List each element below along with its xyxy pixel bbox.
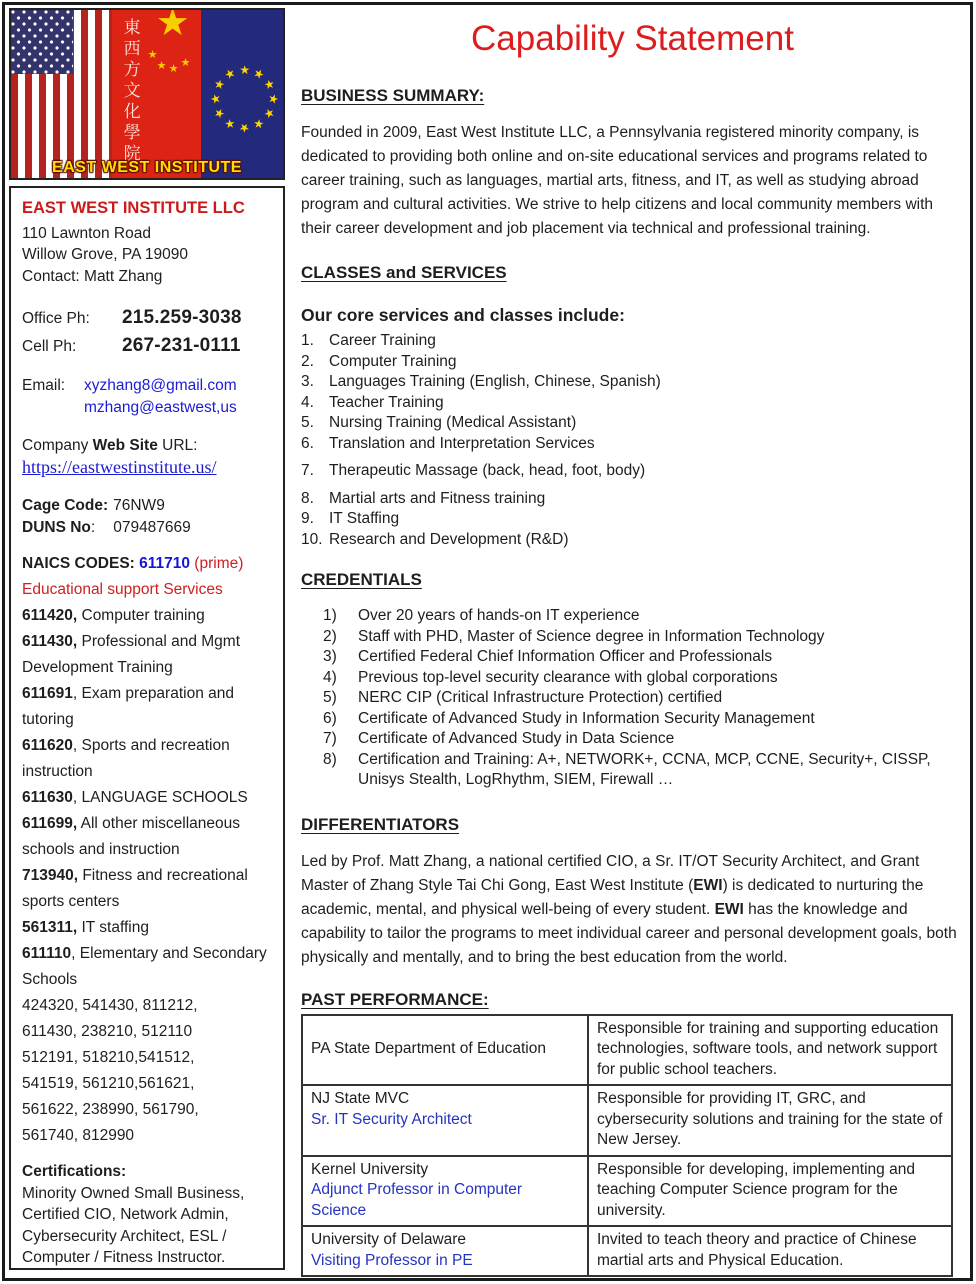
responsibility-cell: Responsible for providing IT, GRC, and cybersecurity solutions and training for the state of New Jersey. [588,1085,952,1156]
service-item: 3. Languages Training (English, Chinese, Spanish) [301,373,661,390]
star-icon [181,58,191,69]
differentiators-text: Led by Prof. Matt Zhang, a national certified CIO, a Sr. IT/OT Security Architect, and Grant Master of Zhang Style Tai Chi Gong, East West Institute (EWI) is dedicated to nurturing the academic, mental, and physical well-being of every student. EWI has the knowledge and capability to tailor the programs to meet individual career and personal development goals, both physically and mentally, and to bring the best education from the world. [301,852,957,966]
naics-item: 611420, Computer training [22,607,205,624]
table-row [302,1015,952,1086]
naics-prime-row: NAICS CODES: 611710 (prime) [22,555,244,572]
star-icon [156,8,190,42]
service-item: 6. Translation and Interpretation Services [301,434,595,452]
responsibility-cell: Invited to teach theory and practice of Chinese martial arts and Physical Education. [588,1226,952,1276]
service-item: 1. Career Training [301,332,436,349]
office-phone-row [22,304,273,332]
business-summary-heading: BUSINESS SUMMARY: [301,86,485,105]
table-row [302,1085,952,1156]
china-flag-icon [112,10,202,178]
star-icon [169,64,179,75]
client-cell [302,1015,588,1086]
table-row [302,1156,952,1227]
naics-item: 611430, Professional and Mgmt Development Training [22,633,241,676]
left-column [9,8,285,1270]
business-summary-text: Founded in 2009, East West Institute LLC, a Pennsylvania registered minority company, is dedicated to providing both online and on-site educational services and programs related to career training, such as languages, martial arts, fitness, and IT, as well as studying abroad program and cultural activities. We strive to help citizens and local community members with their career development and job placement via technical and professional training. [301,124,934,237]
sidebar-info-box [9,186,285,1270]
client-role: Sr. IT Security Architect [311,1110,472,1128]
client-role: Visiting Professor in PE [311,1251,473,1269]
naics-prime-desc: Educational support Services [22,581,223,598]
credential-item: 4) Previous top-level security clearance with global corporations [323,668,778,686]
credentials-heading: CREDENTIALS [301,570,422,589]
email-link-primary[interactable]: xyzhang8@gmail.com [84,377,237,394]
email-link-secondary[interactable]: mzhang@eastwest,us [84,398,237,416]
contact-line: Contact: Matt Zhang [22,267,163,285]
client-cell [302,1156,588,1227]
service-item: 9. IT Staffing [301,510,400,527]
client-name: NJ State MVC [311,1090,410,1107]
us-flag-canton [11,10,73,74]
service-item: 5. Nursing Training (Medical Assistant) [301,414,577,431]
website-block [22,435,273,479]
past-performance-table [301,1014,953,1278]
cell-phone-label: Cell Ph: [22,338,77,355]
naics-item: 611430, 238210, 512110 [22,1023,193,1040]
client-name: Kernel University [311,1160,429,1178]
differentiators-heading: DIFFERENTIATORS [301,814,460,834]
website-link[interactable]: https://eastwestinstitute.us/ [22,456,217,477]
company-name: EAST WEST INSTITUTE LLC [22,199,245,217]
institute-logo [9,8,285,180]
services-list [301,331,964,550]
naics-prime-code: 611710 [139,555,190,572]
services-subheading: Our core services and classes include: [301,305,625,325]
credential-item: 1) Over 20 years of hands-on IT experience [323,607,640,624]
client-name: University of Delaware [311,1231,467,1248]
client-cell [302,1085,588,1156]
credential-item: 8) Certification and Training: A+, NETWORK+, CCNA, MCP, CCNE, Security+, CISSP, Unisys Stealth, LogRhythm, SIEM, Firewall … [323,750,931,788]
office-phone-number: 215.259-3038 [122,307,242,328]
table-row [302,1226,952,1276]
service-item: 2. Computer Training [301,352,457,370]
us-flag-icon [11,10,112,178]
credential-item: 6) Certificate of Advanced Study in Information Security Management [323,709,815,727]
client-role: Adjunct Professor in Computer Science [311,1181,523,1219]
naics-item: 541519, 561210,561621, [22,1075,195,1092]
credential-item: 2) Staff with PHD, Master of Science degree in Information Technology [323,627,825,645]
institute-name-chinese: 東西方文化學院 [119,18,140,165]
naics-block [22,551,273,1149]
email-label: Email: [22,377,66,394]
naics-item: 561622, 238990, 561790, [22,1101,199,1118]
codes-block [22,495,273,538]
page-title: Capability Statement [471,19,794,58]
credential-item: 5) NERC CIP (Critical Infrastructure Protection) certified [323,689,723,706]
eu-flag-icon [201,10,283,178]
service-item: 8. Martial arts and Fitness training [301,489,546,507]
naics-item: 512191, 518210,541512, [22,1049,195,1066]
service-item: 7. Therapeutic Massage (back, head, foot, body) [301,462,646,479]
cage-code-row: Cage Code: 76NW9 [22,497,165,514]
classes-services-heading: CLASSES and SERVICES [301,263,507,282]
naics-item: 611110, Elementary and Secondary Schools [22,945,267,988]
cell-phone-number: 267-231-0111 [122,335,241,356]
naics-item: 424320, 541430, 811212, [22,997,198,1014]
credentials-list [301,606,964,791]
responsibility-cell: Responsible for developing, implementing and teaching Computer Science program for the university. [588,1156,952,1227]
naics-item: 611620, Sports and recreation instruction [22,737,230,780]
naics-item: 611630, LANGUAGE SCHOOLS [22,789,248,806]
service-item: 10. Research and Development (R&D) [301,530,569,548]
naics-item: 561740, 812990 [22,1127,135,1144]
cell-phone-row [22,332,273,360]
naics-item: 611699, All other miscellaneous schools and instruction [22,815,241,858]
naics-item: 561311, IT staffing [22,919,149,936]
email-block [22,375,273,418]
office-phone-label: Office Ph: [22,310,90,327]
credential-item: 3) Certified Federal Chief Information Officer and Professionals [323,648,773,665]
naics-item: 713940, Fitness and recreational sports centers [22,867,248,910]
certifications-text: Minority Owned Small Business, Certified CIO, Network Admin, Cybersecurity Architect, ESL / Computer / Fitness Instructor. [22,1184,245,1266]
star-icon [157,61,167,72]
responsibility-cell: Responsible for training and supporting education technologies, software tools, and network support for public school teachers. [588,1015,952,1086]
past-performance-heading: PAST PERFORMANCE: [301,989,489,1009]
certifications-block [22,1161,273,1269]
client-cell [302,1226,588,1276]
duns-row: DUNS No: 079487669 [22,518,191,536]
address-line-1: 110 Lawnton Road [22,224,151,242]
credential-item: 7) Certificate of Advanced Study in Data Science [323,730,675,747]
service-item: 4. Teacher Training [301,393,444,411]
client-name: PA State Department of Education [311,1040,546,1057]
naics-item: 611691, Exam preparation and tutoring [22,685,234,728]
email-links [84,375,237,418]
address-line-2: Willow Grove, PA 19090 [22,246,188,263]
logo-banner-text: EAST WEST INSTITUTE [52,159,242,176]
website-url-row [22,457,273,480]
phone-block [22,304,273,360]
website-label: Company Web Site URL: [22,437,198,454]
certifications-label: Certifications: [22,1163,127,1180]
main-content [301,6,964,1277]
